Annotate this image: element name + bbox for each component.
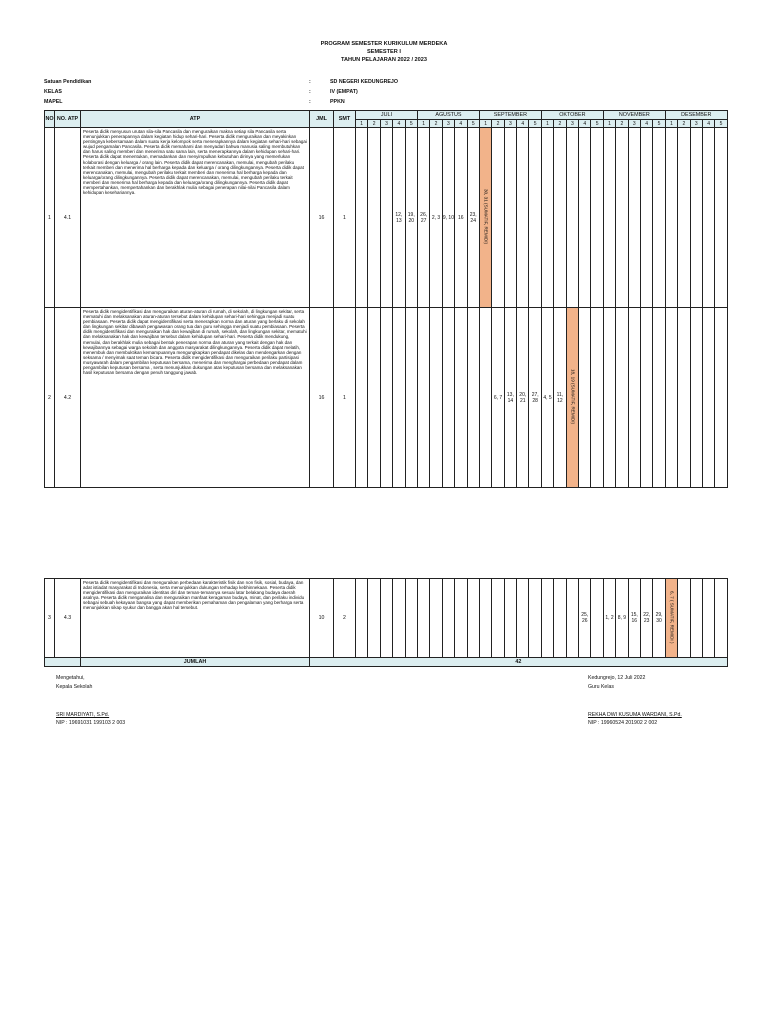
week-header: 1 (479, 120, 491, 128)
row-week-dates: 20, 21 (517, 308, 529, 488)
week-header: 5 (653, 120, 665, 128)
row-week-empty (603, 308, 615, 488)
week-header: 5 (467, 120, 479, 128)
row-no: 3 (45, 579, 55, 658)
row-week-empty (566, 128, 578, 308)
week-header: 3 (442, 120, 454, 128)
program-table-top (44, 110, 728, 488)
row-week-empty (529, 128, 541, 308)
row-week-empty (616, 308, 628, 488)
header-jml: JML (310, 111, 334, 128)
sign-left-line1: Mengetahui, (56, 675, 85, 681)
row-week-empty (541, 128, 553, 308)
row-week-dates: 22, 23 (640, 579, 652, 658)
row-week-empty (368, 579, 380, 658)
row-week-empty (591, 579, 603, 658)
row-week-empty (678, 308, 690, 488)
row-week-empty (665, 128, 677, 308)
row-week-dates: 4, 5 (541, 308, 553, 488)
week-header: 2 (368, 120, 380, 128)
row-week-empty (678, 128, 690, 308)
meta-sep-school: : (309, 79, 311, 85)
row-week-empty (442, 579, 454, 658)
row-no-atp: 4.3 (55, 579, 81, 658)
meta-value-class: IV (EMPAT) (330, 89, 358, 95)
doc-title: PROGRAM SEMESTER KURIKULUM MERDEKA (320, 41, 448, 47)
row-week-empty (591, 128, 603, 308)
week-header: 1 (541, 120, 553, 128)
row-week-empty (455, 579, 467, 658)
row-smt: 2 (334, 579, 356, 658)
row-week-empty (653, 128, 665, 308)
row-week-empty (479, 579, 491, 658)
week-header: 2 (492, 120, 504, 128)
row-week-dates: 27, 28 (529, 308, 541, 488)
program-table-bottom (44, 578, 728, 667)
row-week-empty (517, 128, 529, 308)
week-header: 4 (702, 120, 714, 128)
row-week-empty (517, 579, 529, 658)
row-week-empty (356, 579, 368, 658)
meta-value-school: SD NEGERI KEDUNGREJO (330, 79, 398, 85)
assessment-label: 6, 7 ( SUMATIF, REMIDI ) (669, 590, 675, 644)
row-week-dates: 15, 16 (628, 579, 640, 658)
row-week-empty (566, 579, 578, 658)
row-week-empty (591, 308, 603, 488)
row-week-empty (702, 128, 714, 308)
row-week-empty (702, 579, 714, 658)
row-no-atp: 4.2 (55, 308, 81, 488)
week-header: 5 (529, 120, 541, 128)
row-week-empty (504, 579, 516, 658)
row-week-empty (442, 308, 454, 488)
row-week-empty (380, 579, 392, 658)
row-week-dates: 26, 27 (417, 128, 429, 308)
row-week-empty (640, 308, 652, 488)
row-week-empty (715, 128, 727, 308)
row-week-empty (579, 128, 591, 308)
row-week-dates: 1, 2 (603, 579, 615, 658)
row-week-empty (554, 579, 566, 658)
row-atp-text: Peserta didik menyusun urutan sila-sila Pancasila dan menguraikan makna setiap sila Pancasila serta menunjukkan penerapannya dalam kegiatan hidup sehari-hari. Peserta didik menguraikan dan meyakinkan pentingnya kebersamaan dalam suatu kerja kelompok serta menerapkannya dalam kegiatan sehari-hari sebagai wujud pengamalan Pancasila. Peserta didik memahami dan menyadari bahwa manusia saling membutuhkan dan harus saling memberi dan menerima satu sama lain, serta menerapkannya dalam kehidupan sehari-hari. Peserta didik dapat menentukan, memadankan dan menyimpulkan kebutuhan dirinya yang memerlukan kolaborasi dengan keluarga / orang lain. Peserta didik dapat merencanakan, memulai, mengubah perilaku terkait memberi dan menerima hal berharga kepada dan keluarga / orang dilingkungannya. Peserta didik dapat merencanakan, memulai, mengubah perilaku terkait memberi dan menerima hal berharga kepada dan keluarga/orang dilingkungannya. Peserta didik dapat merencanakan, memulai, mengubah perilaku terkait memberi dan menerima hal berharga kepada dan keluarga/orang dilingkungannya. Peserta didik dapat mempertahankan, mempertahankan dan berakhlak mulia sebagai penerapan nilai-nilai Pancasila dalam kehidupan kesehariannya. (81, 128, 310, 308)
row-week-empty (653, 308, 665, 488)
header-smt: SMT (334, 111, 356, 128)
row-week-dates: 16 (455, 128, 467, 308)
row-week-empty (430, 579, 442, 658)
sign-right-nip: NIP : 19960524 201902 2 002 (588, 720, 658, 726)
row-atp-text: Peserta didik mengidentifikasi dan menguraikan aturan-aturan di rumah, di sekolah, di lingkungan sekitar, serta mematuhi dan melaksanakan aturan-aturan tersebut dalam kehidupan sehari-hari sehingga menjadi suatu pembiasaan. Peserta didik dapat mengidentifikasi serta menerapkan norma dan aturan yang berlaku di sekolah dan lingkungan sekitar dibawah pengawasan orang tua dan guru sehingga menjadi suatu pembiasaan. Peserta didik mengidentifikasi dan menguraikan hak dan kewajiban di rumah, sekolah, dan lingkungan sekitar, mematuhi dan melaksanakan hak dan kewajiban tersebut dalam kehidupan sehari-hari. Peserta didik mendukung, memulai, dan berakhlak mulia sebagai bentuk penerapan norma dan aturan yang terkait dengan hak dan kewajibannya sebagai warga sekolah dan anggota masyarakat dilingkungannya. Peserta didik dapat melatih, menembuk dan membuktikan kemampuannya mengungkapkan pendapat dikelas dan mendengarkan dengan seksama / menyimak saat teman bicara. Peserta didik mengidentifikasi dan menguraikan perilaku partisipasi musyawarah dalam pengambilan keputusan bersama, menerima dan menghargai perbedaan pendapat dalam pengambilan keputusan bersama , serta menunjukkan dukungan atas keputusan bersama dan melaksanakan hasil keputusan bersama dengan penuh tanggung jawab. (81, 308, 310, 488)
week-header: 4 (393, 120, 405, 128)
row-week-empty (665, 308, 677, 488)
week-header: 3 (690, 120, 702, 128)
row-week-empty (678, 579, 690, 658)
header-no-atp: NO. ATP (55, 111, 81, 128)
row-assessment-cell (566, 308, 578, 488)
sign-left-name: SRI MARDIYATI, S.Pd. (56, 712, 110, 718)
meta-sep-subject: : (309, 99, 311, 105)
row-week-empty (554, 128, 566, 308)
total-spacer (45, 658, 81, 667)
total-row (45, 658, 728, 667)
month-header-november: NOVEMBER (603, 111, 665, 120)
row-week-empty (356, 308, 368, 488)
row-week-empty (380, 128, 392, 308)
row-week-empty (715, 579, 727, 658)
sign-right-line1: Kedungrejo, 12 Juli 2022 (588, 675, 646, 681)
row-jml: 10 (310, 579, 334, 658)
row-week-empty (405, 308, 417, 488)
row-week-empty (616, 128, 628, 308)
week-header: 1 (356, 120, 368, 128)
row-week-empty (690, 308, 702, 488)
row-week-empty (430, 308, 442, 488)
row-week-empty (492, 128, 504, 308)
row-week-dates: 2, 3 (430, 128, 442, 308)
row-week-dates: 8, 9 (616, 579, 628, 658)
week-header: 2 (616, 120, 628, 128)
table-row (45, 128, 728, 308)
row-week-empty (579, 308, 591, 488)
month-header-juli: JULI (356, 111, 418, 120)
row-jml: 16 (310, 128, 334, 308)
week-header: 5 (405, 120, 417, 128)
sign-left-line2: Kepala Sekolah (56, 684, 93, 690)
row-week-empty (529, 579, 541, 658)
row-week-empty (603, 128, 615, 308)
row-week-dates: 9, 10 (442, 128, 454, 308)
row-week-empty (467, 579, 479, 658)
row-assessment-cell (479, 128, 491, 308)
month-header-desember: DESEMBER (665, 111, 727, 120)
doc-semester: SEMESTER I (367, 49, 401, 55)
row-smt: 1 (334, 128, 356, 308)
table-row (45, 308, 728, 488)
row-week-empty (702, 308, 714, 488)
row-week-empty (541, 579, 553, 658)
row-week-empty (417, 579, 429, 658)
row-atp-text: Peserta didik mengidentifikasi dan menguraikan perbedaan karakteristik fisik dan non fisik, sosial, budaya, dan adat istiadat masyarakat di Indonesia, serta menunjukkan dukungan terhadap kebhinnekaan. Peserta didik mengidentifikasi dan menguraikan identitas diri dan teman-temannya sesuai latar belakang budaya daerah asalnya. Peserta didik menganalisa dan menguraikan manfaat keragaman budaya, minat, dan perilaku individu sebagai sebuah kekayaan bangsa yang dapat memberikan pemahaman dan pengalaman yang berharga serta menunjukkan sikap syukur dan bangga akan hal tersebut. (81, 579, 310, 658)
row-week-empty (628, 308, 640, 488)
sign-left-nip: NIP : 19691031 199103 2 003 (56, 720, 126, 726)
row-week-dates: 13, 14 (504, 308, 516, 488)
total-value: 42 (310, 658, 728, 667)
month-header-oktober: OKTOBER (541, 111, 603, 120)
row-week-empty (690, 128, 702, 308)
row-week-empty (380, 308, 392, 488)
week-header: 1 (665, 120, 677, 128)
row-week-dates: 11, 12 (554, 308, 566, 488)
row-week-empty (368, 308, 380, 488)
assessment-label: 18, 19 (SUMATIF, REMIDI) (570, 368, 576, 425)
month-header-september: SEPTEMBER (479, 111, 541, 120)
row-week-empty (356, 128, 368, 308)
row-week-empty (492, 579, 504, 658)
week-header: 3 (566, 120, 578, 128)
week-header: 2 (430, 120, 442, 128)
row-week-empty (479, 308, 491, 488)
row-week-dates: 23, 24 (467, 128, 479, 308)
sign-right-line2: Guru Kelas (588, 684, 614, 690)
week-header: 1 (417, 120, 429, 128)
week-header: 2 (554, 120, 566, 128)
week-header: 4 (517, 120, 529, 128)
week-header: 2 (678, 120, 690, 128)
row-week-empty (417, 308, 429, 488)
week-header: 4 (455, 120, 467, 128)
row-week-empty (405, 579, 417, 658)
row-week-dates: 6, 7 (492, 308, 504, 488)
row-no: 2 (45, 308, 55, 488)
row-week-empty (467, 308, 479, 488)
week-header: 5 (591, 120, 603, 128)
week-header: 4 (640, 120, 652, 128)
row-week-empty (628, 128, 640, 308)
week-header: 5 (715, 120, 727, 128)
meta-label-subject: MAPEL (44, 99, 63, 105)
row-no-atp: 4.1 (55, 128, 81, 308)
meta-label-class: KELAS (44, 89, 62, 95)
row-smt: 1 (334, 308, 356, 488)
week-header: 3 (380, 120, 392, 128)
row-week-dates: 19, 20 (405, 128, 417, 308)
week-header: 4 (579, 120, 591, 128)
week-header: 3 (504, 120, 516, 128)
meta-value-subject: PPKN (330, 99, 345, 105)
row-no: 1 (45, 128, 55, 308)
header-atp: ATP (81, 111, 310, 128)
doc-year: TAHUN PELAJARAN 2022 / 2023 (340, 57, 427, 63)
row-jml: 16 (310, 308, 334, 488)
week-header: 1 (603, 120, 615, 128)
row-week-empty (504, 128, 516, 308)
assessment-label: 30, 31 (SUMATIF, REMIDI) (483, 188, 489, 245)
row-week-empty (393, 579, 405, 658)
table-row (45, 579, 728, 658)
row-week-empty (715, 308, 727, 488)
total-label: JUMLAH (81, 658, 310, 667)
header-no: NO (45, 111, 55, 128)
row-week-empty (368, 128, 380, 308)
meta-label-school: Satuan Pendidikan (44, 79, 92, 85)
row-week-empty (690, 579, 702, 658)
meta-sep-class: : (309, 89, 311, 95)
row-assessment-cell (665, 579, 677, 658)
row-week-dates: 29, 30 (653, 579, 665, 658)
row-week-empty (393, 308, 405, 488)
month-header-agustus: AGUSTUS (417, 111, 479, 120)
row-week-empty (455, 308, 467, 488)
sign-right-name: REKHA DWI KUSUMA WARDANI, S.Pd. (588, 712, 682, 718)
row-week-dates: 25, 26 (579, 579, 591, 658)
row-week-dates: 12, 13 (393, 128, 405, 308)
row-week-empty (640, 128, 652, 308)
week-header: 3 (628, 120, 640, 128)
